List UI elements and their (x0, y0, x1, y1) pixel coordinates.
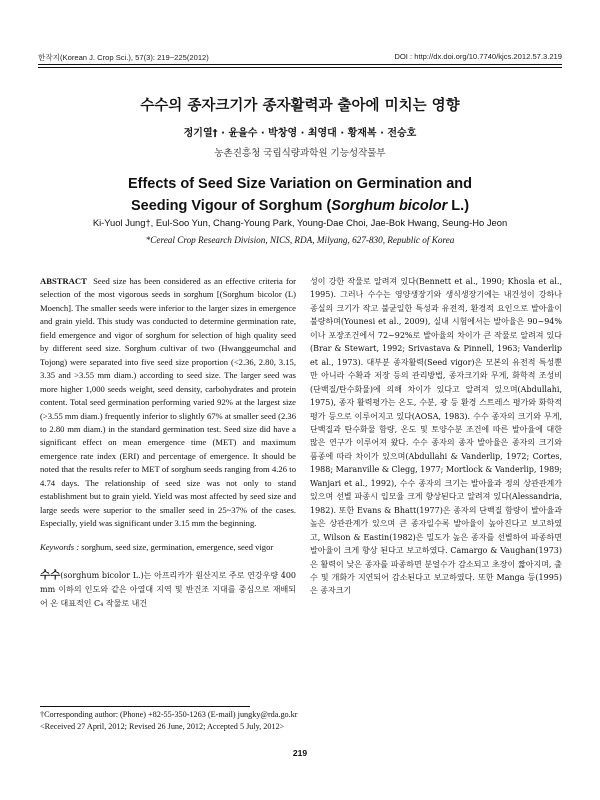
english-title (0, 173, 600, 217)
species-name: Sorghum bicolor (331, 198, 448, 214)
introduction (40, 568, 296, 611)
right-column (310, 275, 562, 598)
keywords-label: Keywords : (40, 541, 80, 552)
header-rule-thin (38, 67, 562, 68)
keywords-text: sorghum, seed size, germination, emergence, seed vigor (81, 541, 274, 552)
korean-title: 수수의 종자크기가 종자활력과 출아에 미치는 영향 (140, 98, 460, 114)
english-title-line2-suffix: L.) (447, 198, 470, 214)
introduction-text: (sorghum bicolor L.)는 아프리카가 원산지로 주로 연강우량 400 mm 이하의 인도와 같은 아열대 지역 및 반건조 지대를 중심으로 재배되어 온 대표적인 C₄ 작물로 내건 (40, 571, 296, 609)
header-rule (38, 64, 562, 65)
page-number: 219 (292, 748, 308, 758)
right-column-text: 성이 강한 작물로 알려져 있다(Bennett et al., 1990; Khosla et al., 1995). 그러나 수수는 영양생장기와 생식생장기에는 내건성이 강하나 종실의 크기가 작고 불균일한 특성과 유전적, 환경적 요인으로 발아율이 불량하며(Younesi et al., 2009), 실내 시험에서는 발아율은 90~94%이나 포장조건에서 72~92%로 발아율의 차이가 큰 작물로 알려져 있다(Brar & Stewart, 1992; Srivastava & Pinnell, 1963; Vanderlip et al., 1973). 대부분 종자활력(Seed vigor)은 모본의 유전적 특성뿐만 아니라 수확과 저장 등의 관리방법, 종자크기와 무게, 화학적 조성비(단백질/탄수화물)에 의해 차이가 있다고 알려져 있으며(Abdullahi, 1975), 종자 활력평가는 온도, 수분, 광 등 환경 스트레스 평가와 화학적 평가 등으로 이루어지고 있다(AOSA, 1983). 수수 종자의 크기와 무게, 단백질과 탄수화물 함량, 온도 및 토양수분 조건에 따른 발아율에 대한 많은 연구가 이루어져 왔다. 수수 종자의 종자 발아율은 종자의 크기와 품종에 따라 차이가 있으며(Abdullahi & Vanderlip, 1972; Cortes, 1988; Maranville & Clegg, 1977; Mortlock & Vanderlip, 1989; Wanjari et al., 1992), 수수 종자의 크기는 발아율과 정의 상관관계가 있으며 선별 파종시 입모율 크게 향상된다고 알려져 있다(Alessandria, 1982). 또한 Evans & Bhatt(1977)은 종자의 단백질 함량이 발아율과 높은 상관관계가 있으며 큰 종자일수록 발아율이 높아진다고 보고하였고, Wilson & Eastin(1982)은 밀도가 높은 종자를 선별하여 파종하면 발아율이 크게 향상 된다고 보고하였다. Camargo & Vaughan(1973)은 활력이 낮은 종자를 파종하면 분얼수가 감소되고 초장이 짧아지며, 출수 및 개화가 지연되어 감소된다고 보고하였다. 또한 Manga 등(1995)은 종자크기 (310, 277, 562, 596)
left-column (40, 275, 296, 611)
corresponding-author: †Corresponding author: (Phone) +82-55-350-1263 (E-mail) jungky@rda.go.kr (40, 710, 298, 719)
abstract-label: ABSTRACT (40, 276, 87, 286)
keywords (40, 541, 296, 554)
footnote-rule (40, 706, 250, 707)
english-authors: Ki-Yuol Jung†, Eul-Soo Yun, Chang-Young Park, Young-Dae Choi, Jae-Bok Hwang, Seung-Ho Jeon (92, 217, 508, 228)
english-title-line2-prefix: Seeding Vigour of Sorghum ( (130, 198, 332, 214)
received-dates: <Received 27 April, 2012; Revised 26 June, 2012; Accepted 5 July, 2012> (40, 722, 285, 731)
korean-authors: 정기열† · 윤을수 · 박창영 · 최영대 · 황재복 · 전승호 (183, 128, 417, 139)
korean-affiliation: 농촌진흥청 국립식량과학원 기능성작물부 (214, 148, 386, 159)
english-title-line1: Effects of Seed Size Variation on Germination and (127, 176, 473, 192)
doi-link[interactable]: DOI : http://dx.doi.org/10.7740/kjcs.2012.57.3.219 (394, 52, 562, 61)
english-affiliation: *Cereal Crop Research Division, NICS, RDA, Milyang, 627-830, Republic of Korea (145, 235, 455, 245)
journal-citation: 한작지(Korean J. Crop Sci.), 57(3): 219~225(2012) (38, 53, 209, 62)
abstract-text: Seed size has been considered as an effective criteria for selection of the most vigorous seeds in sorghum [(Sorghum bicolor (L) Moench]. The smaller seeds were inferior to the larger sizes in emergence and grain yield. This study was conducted to determine germination rate, field emergence and vigor of sorghum for selection of high quality seed by different seed size. Sorghum cultivar of two (Hwanggeumchal and Tojong) were separated into five seed size proportion (<2.36, 2.80, 3.15, 3.35 and >3.55 mm diam.) according to seed size. The larger seed was more higher 1,000 seeds weight, seed density, carbohydrates and protein content. Total seed germination performing varied 92% at the largest size (>3.55 mm diam.) frequently inferior to slightly 67% at smaller seed (2.36 to 2.80 mm diam.) in the standard germination test. Seed size did have a significant effect on mean emergence time (MET) and maximum emergence rate index (ERI) and percentage of emergence. It should be noted that the results refer to MET of sorghum seeds ranging from 4.26 to 4.74 days. The relationship of seed size was not only to stand establishment but to grain yield. Yield was most affected by seed size and large seeds were superior to the smaller seed in 25~37% of the cases. Especially, yield was significant under 3.15 mm the beginning. (40, 276, 296, 529)
english-title-line2 (0, 195, 600, 217)
abstract (40, 275, 296, 531)
introduction-lead: 수수 (40, 569, 61, 582)
